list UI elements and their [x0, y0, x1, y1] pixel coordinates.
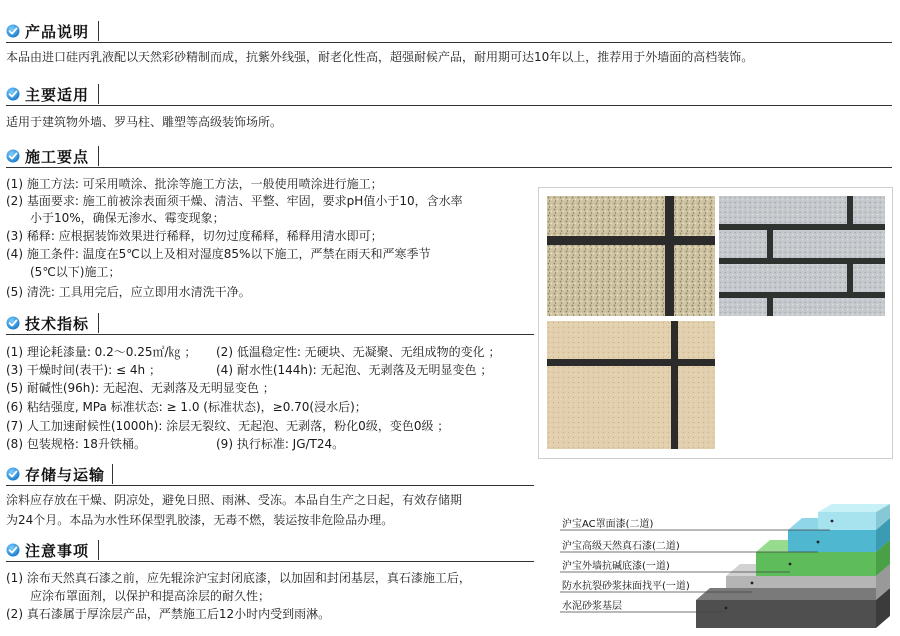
layer-label-mortar: 防水抗裂砂浆抹面找平(一道)	[562, 581, 690, 592]
list-item: (2) 基面要求: 施工前被涂表面须干燥、清洁、平整、牢固，要求pH值小于10，含水率	[6, 194, 463, 208]
divider	[98, 313, 99, 333]
layer-label-primer: 沪宝外墙抗碱底漆(一道)	[562, 561, 670, 572]
list-item: (3) 稀释: 应根据装饰效果进行稀释，切勿过度稀释，稀释用清水即可；	[6, 229, 383, 243]
layer-base-top	[696, 588, 890, 600]
paragraph: 涂料应存放在干燥、阴凉处，避免日照、雨淋、受冻。本品自生产之日起，有效存储期	[6, 493, 463, 507]
layer-label-base: 水泥砂浆基层	[562, 601, 622, 612]
layer-diagram	[556, 504, 896, 632]
sample-granite-image	[547, 196, 715, 316]
layer-topcoat	[818, 512, 876, 530]
divider	[98, 146, 99, 166]
layer-base	[696, 600, 876, 628]
list-item: (2) 真石漆属于厚涂层产品，严禁施工后12小时内受到雨淋。	[6, 607, 331, 621]
layer-stone	[788, 530, 876, 552]
check-badge-icon	[6, 543, 20, 557]
paragraph: 为24个月。本品为水性环保型乳胶漆，无毒不燃，装运按非危险品办理。	[6, 513, 394, 527]
list-item: 应涂布罩面剂，以保护和提高涂层的耐久性；	[30, 589, 271, 603]
marker-dot	[831, 520, 834, 523]
marker-dot	[751, 582, 754, 585]
divider	[6, 167, 892, 168]
divider	[6, 334, 534, 335]
check-badge-icon	[6, 467, 20, 481]
section-title: 注意事项	[25, 541, 90, 560]
list-item: (1) 涂布天然真石漆之前，应先辊涂沪宝封闭底漆，以加固和封闭基层，真石漆施工后，	[6, 571, 471, 585]
layer-mortar	[726, 576, 876, 588]
divider	[98, 21, 99, 41]
section-header-construction	[6, 145, 89, 167]
paragraph: 适用于建筑物外墙、罗马柱、雕塑等高级装饰场所。	[6, 115, 283, 129]
spec-item: (1) 理论耗漆量: 0.2～0.25㎡/㎏ ；	[6, 345, 197, 359]
spec-item: (5) 耐碱性(96h): 无起泡、无剥落及无明显变色 ；	[6, 381, 275, 395]
divider	[112, 464, 113, 484]
marker-dot	[789, 563, 792, 566]
spec-item: (3) 干燥时间(表干): ≤ 4h ；	[6, 363, 161, 377]
list-item: (5) 清洗: 工具用完后，应立即用水清洗干净。	[6, 285, 251, 299]
section-header-storage	[6, 463, 105, 485]
section-header-usage	[6, 83, 89, 105]
layer-label-topcoat: 沪宝AC罩面漆(二道)	[562, 519, 654, 530]
section-title: 主要适用	[25, 85, 90, 104]
check-badge-icon	[6, 149, 20, 163]
spec-item: (9) 执行标准: JG/T24。	[216, 437, 345, 451]
list-item: (4) 施工条件: 温度在5℃以上及相对湿度85%以下施工，严禁在雨天和严寒季节	[6, 247, 431, 261]
spec-item: (6) 粘结强度, MPa 标准状态: ≥ 1.0 (标准状态)，≥0.70(浸水后)；	[6, 400, 367, 414]
marker-dot	[725, 607, 728, 610]
layer-label-stone: 沪宝高级天然真石漆(二道)	[562, 541, 680, 552]
check-badge-icon	[6, 24, 20, 38]
section-header-specs	[6, 312, 89, 334]
divider	[98, 84, 99, 104]
layer-primer	[756, 552, 876, 576]
list-item: (5℃以下)施工；	[30, 265, 121, 279]
divider	[6, 561, 534, 562]
divider	[6, 42, 892, 43]
check-badge-icon	[6, 316, 20, 330]
check-badge-icon	[6, 87, 20, 101]
spec-item: (4) 耐水性(144h): 无起泡、无剥落及无明显变色 ；	[216, 363, 493, 377]
section-header-product	[6, 20, 89, 42]
section-title: 施工要点	[25, 147, 90, 166]
marker-dot	[817, 541, 820, 544]
divider	[98, 540, 99, 560]
section-header-notes	[6, 539, 89, 561]
list-item: (1) 施工方法: 可采用喷涂、批涂等施工方法，一般使用喷涂进行施工；	[6, 177, 383, 191]
sample-photos	[538, 187, 893, 459]
spec-item: (7) 人工加速耐候性(1000h): 涂层无裂纹、无起泡、无剥落，粉化0级，变色0级 ；	[6, 419, 450, 433]
paragraph: 本品由进口硅丙乳液配以天然彩砂精制而成，抗紫外线强，耐老化性高，超强耐候产品，耐用期可达10年以上，推荐用于外墙面的高档装饰。	[6, 50, 754, 64]
sample-gray-brick-image	[719, 196, 885, 316]
list-item: 小于10%，确保无渗水、霉变现象；	[30, 211, 225, 225]
divider	[6, 485, 534, 486]
divider	[6, 105, 892, 106]
section-title: 技术指标	[25, 314, 90, 333]
section-title: 产品说明	[25, 22, 90, 41]
sample-beige-image	[547, 321, 715, 449]
section-title: 存储与运输	[25, 465, 106, 484]
spec-item: (8) 包装规格: 18升铁桶。	[6, 437, 146, 451]
spec-item: (2) 低温稳定性: 无硬块、无凝聚、无组成物的变化 ；	[216, 345, 501, 359]
